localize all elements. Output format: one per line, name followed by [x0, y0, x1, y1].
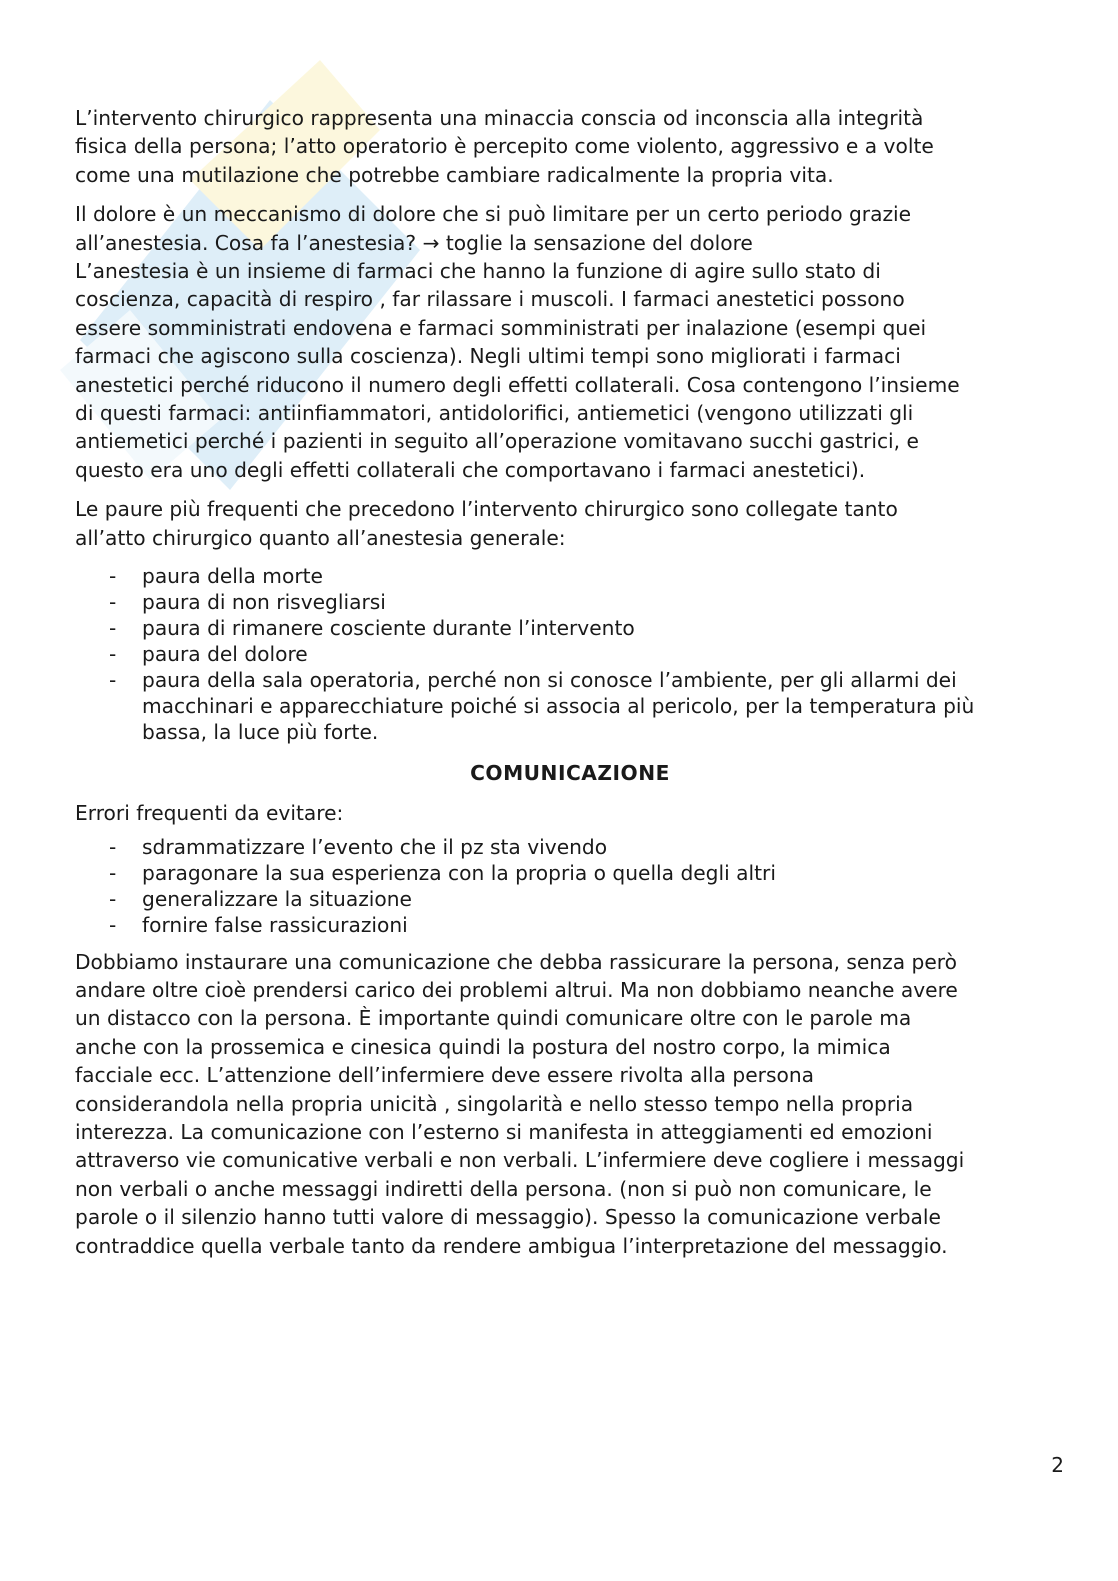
list-item: [75, 641, 1065, 667]
text-line: non verbali o anche messaggi indiretti della persona. (non si può non comunicare, le: [75, 1176, 932, 1201]
list-item-text: - paragonare la sua esperienza con la propria o quella degli altri: [142, 860, 776, 885]
fears-list: [75, 563, 1065, 745]
list-item-text: bassa, la luce più forte.: [142, 720, 379, 745]
text-line: come una mutilazione che potrebbe cambiare radicalmente la propria vita.: [75, 162, 834, 187]
list-item: [75, 834, 1065, 860]
text-line: interezza. La comunicazione con l’esterno si manifesta in atteggiamenti ed emozioni: [75, 1119, 933, 1144]
text-line: farmaci che agiscono sulla coscienza). Negli ultimi tempi sono migliorati i farmaci: [75, 344, 901, 369]
list-item-text: - paura della sala operatoria, perché non si conosce l’ambiente, per gli allarmi dei: [142, 668, 957, 693]
text-line: di questi farmaci: antiinfiammatori, antidolorifici, antiemetici (vengono utilizzati gli: [75, 401, 914, 426]
text-line: parole o il silenzio hanno tutti valore di messaggio). Spesso la comunicazione verbale: [75, 1205, 941, 1230]
text-line: all’atto chirurgico quanto all’anestesia generale:: [75, 525, 566, 550]
list-item-text: - paura della morte: [142, 564, 323, 589]
text-line: considerandola nella propria unicità , singolarità e nello stesso tempo nella propria: [75, 1091, 914, 1116]
page-number: 2: [1051, 1453, 1064, 1477]
list-item-text: - generalizzare la situazione: [142, 886, 412, 911]
list-item: [75, 886, 1065, 912]
list-item: [75, 667, 1065, 745]
text-line: facciale ecc. L’attenzione dell’infermiere deve essere rivolta alla persona: [75, 1063, 815, 1088]
text-line: anestetici perché riducono il numero degli effetti collaterali. Cosa contengono l’insieme: [75, 372, 960, 397]
paragraph-surgery-threat: [75, 104, 1065, 189]
paragraph-errors-intro: [75, 799, 1065, 827]
paragraph-anesthesia: [75, 200, 1065, 484]
text-line: attraverso vie comunicative verbali e non verbali. L’infermiere deve cogliere i messaggi: [75, 1148, 965, 1173]
text-line: Dobbiamo instaurare una comunicazione che debba rassicurare la persona, senza però: [75, 949, 957, 974]
list-item: [75, 589, 1065, 615]
list-item-text: - sdrammatizzare l’evento che il pz sta vivendo: [142, 834, 608, 859]
list-item: [75, 615, 1065, 641]
text-line: andare oltre cioè prendersi carico dei problemi altrui. Ma non dobbiamo neanche avere: [75, 977, 958, 1002]
text-line: essere somministrati endovena e farmaci somministrati per inalazione (esempi quei: [75, 315, 927, 340]
text-line: anche con la prossemica e cinesica quindi la postura del nostro corpo, la mimica: [75, 1034, 891, 1059]
text-line: Errori frequenti da evitare:: [75, 801, 344, 826]
paragraph-communication: [75, 948, 1065, 1260]
text-line: antiemetici perché i pazienti in seguito all’operazione vomitavano succhi gastrici, e: [75, 429, 919, 454]
text-line: questo era uno degli effetti collaterali che comportavano i farmaci anestetici).: [75, 457, 866, 482]
text-line: Le paure più frequenti che precedono l’intervento chirurgico sono collegate tanto: [75, 497, 898, 522]
errors-list: [75, 834, 1065, 938]
list-item-text: - paura di rimanere cosciente durante l’intervento: [142, 616, 635, 641]
text-line: coscienza, capacità di respiro , far rilassare i muscoli. I farmaci anestetici possono: [75, 287, 905, 312]
list-item: [75, 563, 1065, 589]
text-line: contraddice quella verbale tanto da rendere ambigua l’interpretazione del messaggio.: [75, 1233, 948, 1258]
text-line: Il dolore è un meccanismo di dolore che si può limitare per un certo periodo grazie: [75, 202, 912, 227]
list-item: [75, 912, 1065, 938]
section-title: COMUNICAZIONE: [470, 761, 670, 786]
text-line: all’anestesia. Cosa fa l’anestesia? → toglie la sensazione del dolore: [75, 230, 753, 255]
list-item-text: - paura del dolore: [142, 642, 308, 667]
text-line: fisica della persona; l’atto operatorio è percepito come violento, aggressivo e a volte: [75, 134, 934, 159]
text-line: un distacco con la persona. È importante quindi comunicare oltre con le parole ma: [75, 1006, 912, 1031]
text-line: L’anestesia è un insieme di farmaci che hanno la funzione di agire sullo stato di: [75, 259, 881, 284]
paragraph-fears-intro: [75, 495, 1065, 552]
list-item-text: - fornire false rassicurazioni: [142, 912, 408, 937]
document-page: [75, 104, 1065, 1271]
list-item-text: - paura di non risvegliarsi: [142, 590, 386, 615]
list-item-text: macchinari e apparecchiature poiché si associa al pericolo, per la temperatura più: [142, 694, 975, 719]
text-line: L’intervento chirurgico rappresenta una minaccia conscia od inconscia alla integrità: [75, 106, 924, 130]
list-item: [75, 860, 1065, 886]
